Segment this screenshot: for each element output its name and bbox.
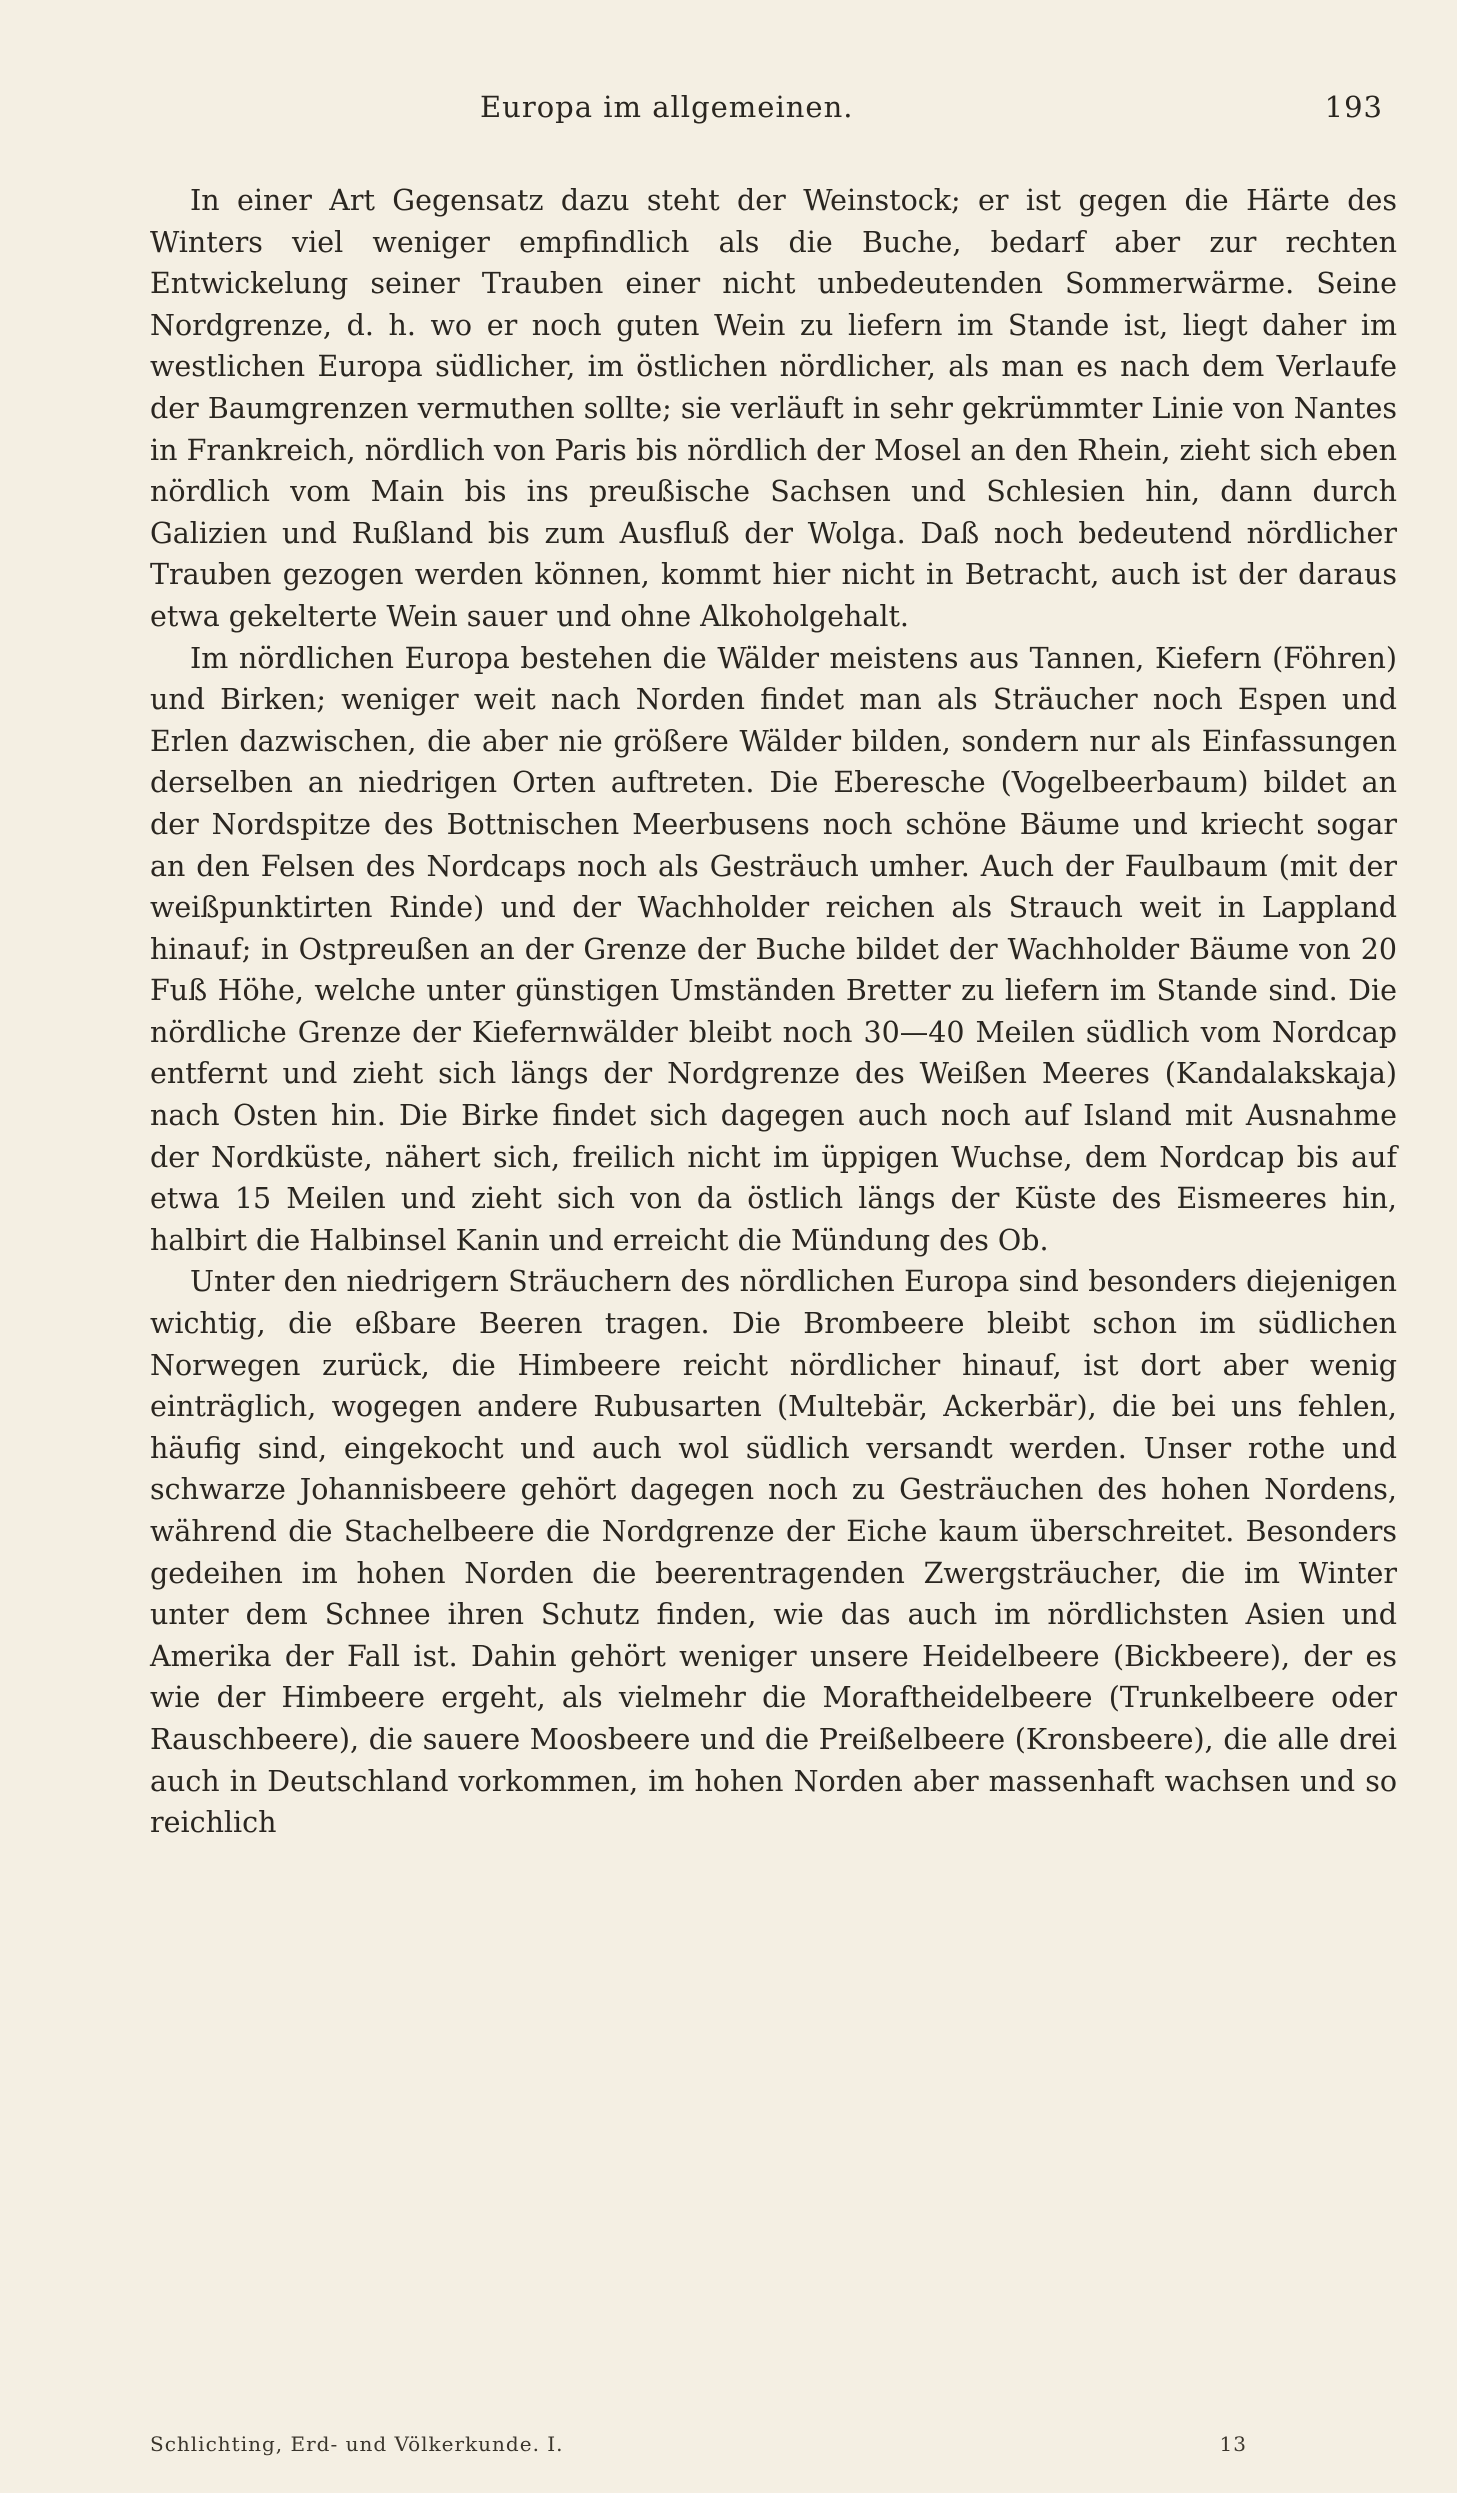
- page-number: 193: [1324, 90, 1383, 124]
- page-header: [150, 90, 1397, 150]
- paragraph-weinstock: In einer Art Gegensatz dazu steht der Weinstock; er ist gegen die Härte des Winters viel weniger empfindlich als die Buche, bedarf aber zur rechten Entwickelung seiner Trauben einer nicht unbedeutenden Sommerwärme. Seine Nordgrenze, d. h. wo er noch guten Wein zu liefern im Stande ist, liegt daher im westlichen Europa südlicher, im östlichen nördlicher, als man es nach dem Verlaufe der Baumgrenzen vermuthen sollte; sie verläuft in sehr gekrümmter Linie von Nantes in Frankreich, nördlich von Paris bis nördlich der Mosel an den Rhein, zieht sich eben nördlich vom Main bis ins preußische Sachsen und Schlesien hin, dann durch Galizien und Rußland bis zum Ausfluß der Wolga. Daß noch bedeutend nördlicher Trauben gezogen werden können, kommt hier nicht in Betracht, auch ist der daraus etwa gekelterte Wein sauer und ohne Alkoholgehalt.: [150, 184, 1397, 633]
- signature-mark: 13: [1219, 2432, 1247, 2456]
- footer-book-title: Schlichting, Erd- und Völkerkunde. I.: [150, 2432, 564, 2456]
- paragraph-beeren: Unter den niedrigern Sträuchern des nördlichen Europa sind besonders diejenigen wichtig, die eßbare Beeren tragen. Die Brombeere bleibt schon im südlichen Norwegen zurück, die Himbeere reicht nördlicher hinauf, ist dort aber wenig einträglich, wogegen andere Rubusarten (Multebär, Ackerbär), die bei uns fehlen, häufig sind, eingekocht und auch wol südlich versandt werden. Unser rothe und schwarze Johannisbeere gehört dagegen noch zu Gesträuchen des hohen Nordens, während die Stachelbeere die Nordgrenze der Eiche kaum überschreitet. Besonders gedeihen im hohen Norden die beerentragenden Zwergsträucher, die im Winter unter dem Schnee ihren Schutz finden, wie das auch im nördlichsten Asien und Amerika der Fall ist. Dahin gehört weniger unsere Heidelbeere (Bickbeere), der es wie der Himbeere ergeht, als vielmehr die Moraftheidelbeere (Trunkelbeere oder Rauschbeere), die sauere Moosbeere und die Preißelbeere (Kronsbeere), die alle drei auch in Deutschland vorkommen, im hohen Norden aber massenhaft wachsen und so reichlich: [150, 1265, 1397, 1840]
- body-text: [150, 180, 1397, 1844]
- running-title: Europa im allgemeinen.: [480, 90, 854, 124]
- page-footer: [150, 2432, 1397, 2456]
- paragraph-waelder: Im nördlichen Europa bestehen die Wälder meistens aus Tannen, Kiefern (Föhren) und Birken; weniger weit nach Norden findet man als Sträucher noch Espen und Erlen dazwischen, die aber nie größere Wälder bilden, sondern nur als Einfassungen derselben an niedrigen Orten auftreten. Die Eberesche (Vogelbeerbaum) bildet an der Nordspitze des Bottnischen Meerbusens noch schöne Bäume und kriecht sogar an den Felsen des Nordcaps noch als Gesträuch umher. Auch der Faulbaum (mit der weißpunktirten Rinde) und der Wachholder reichen als Strauch weit in Lappland hinauf; in Ostpreußen an der Grenze der Buche bildet der Wachholder Bäume von 20 Fuß Höhe, welche unter günstigen Umständen Bretter zu liefern im Stande sind. Die nördliche Grenze der Kiefernwälder bleibt noch 30—40 Meilen südlich vom Nordcap entfernt und zieht sich längs der Nordgrenze des Weißen Meeres (Kandalakskaja) nach Osten hin. Die Birke findet sich dagegen auch noch auf Island mit Ausnahme der Nordküste, nähert sich, freilich nicht im üppigen Wuchse, dem Nordcap bis auf etwa 15 Meilen und zieht sich von da östlich längs der Küste des Eismeeres hin, halbirt die Halbinsel Kanin und erreicht die Mündung des Ob.: [150, 641, 1397, 1257]
